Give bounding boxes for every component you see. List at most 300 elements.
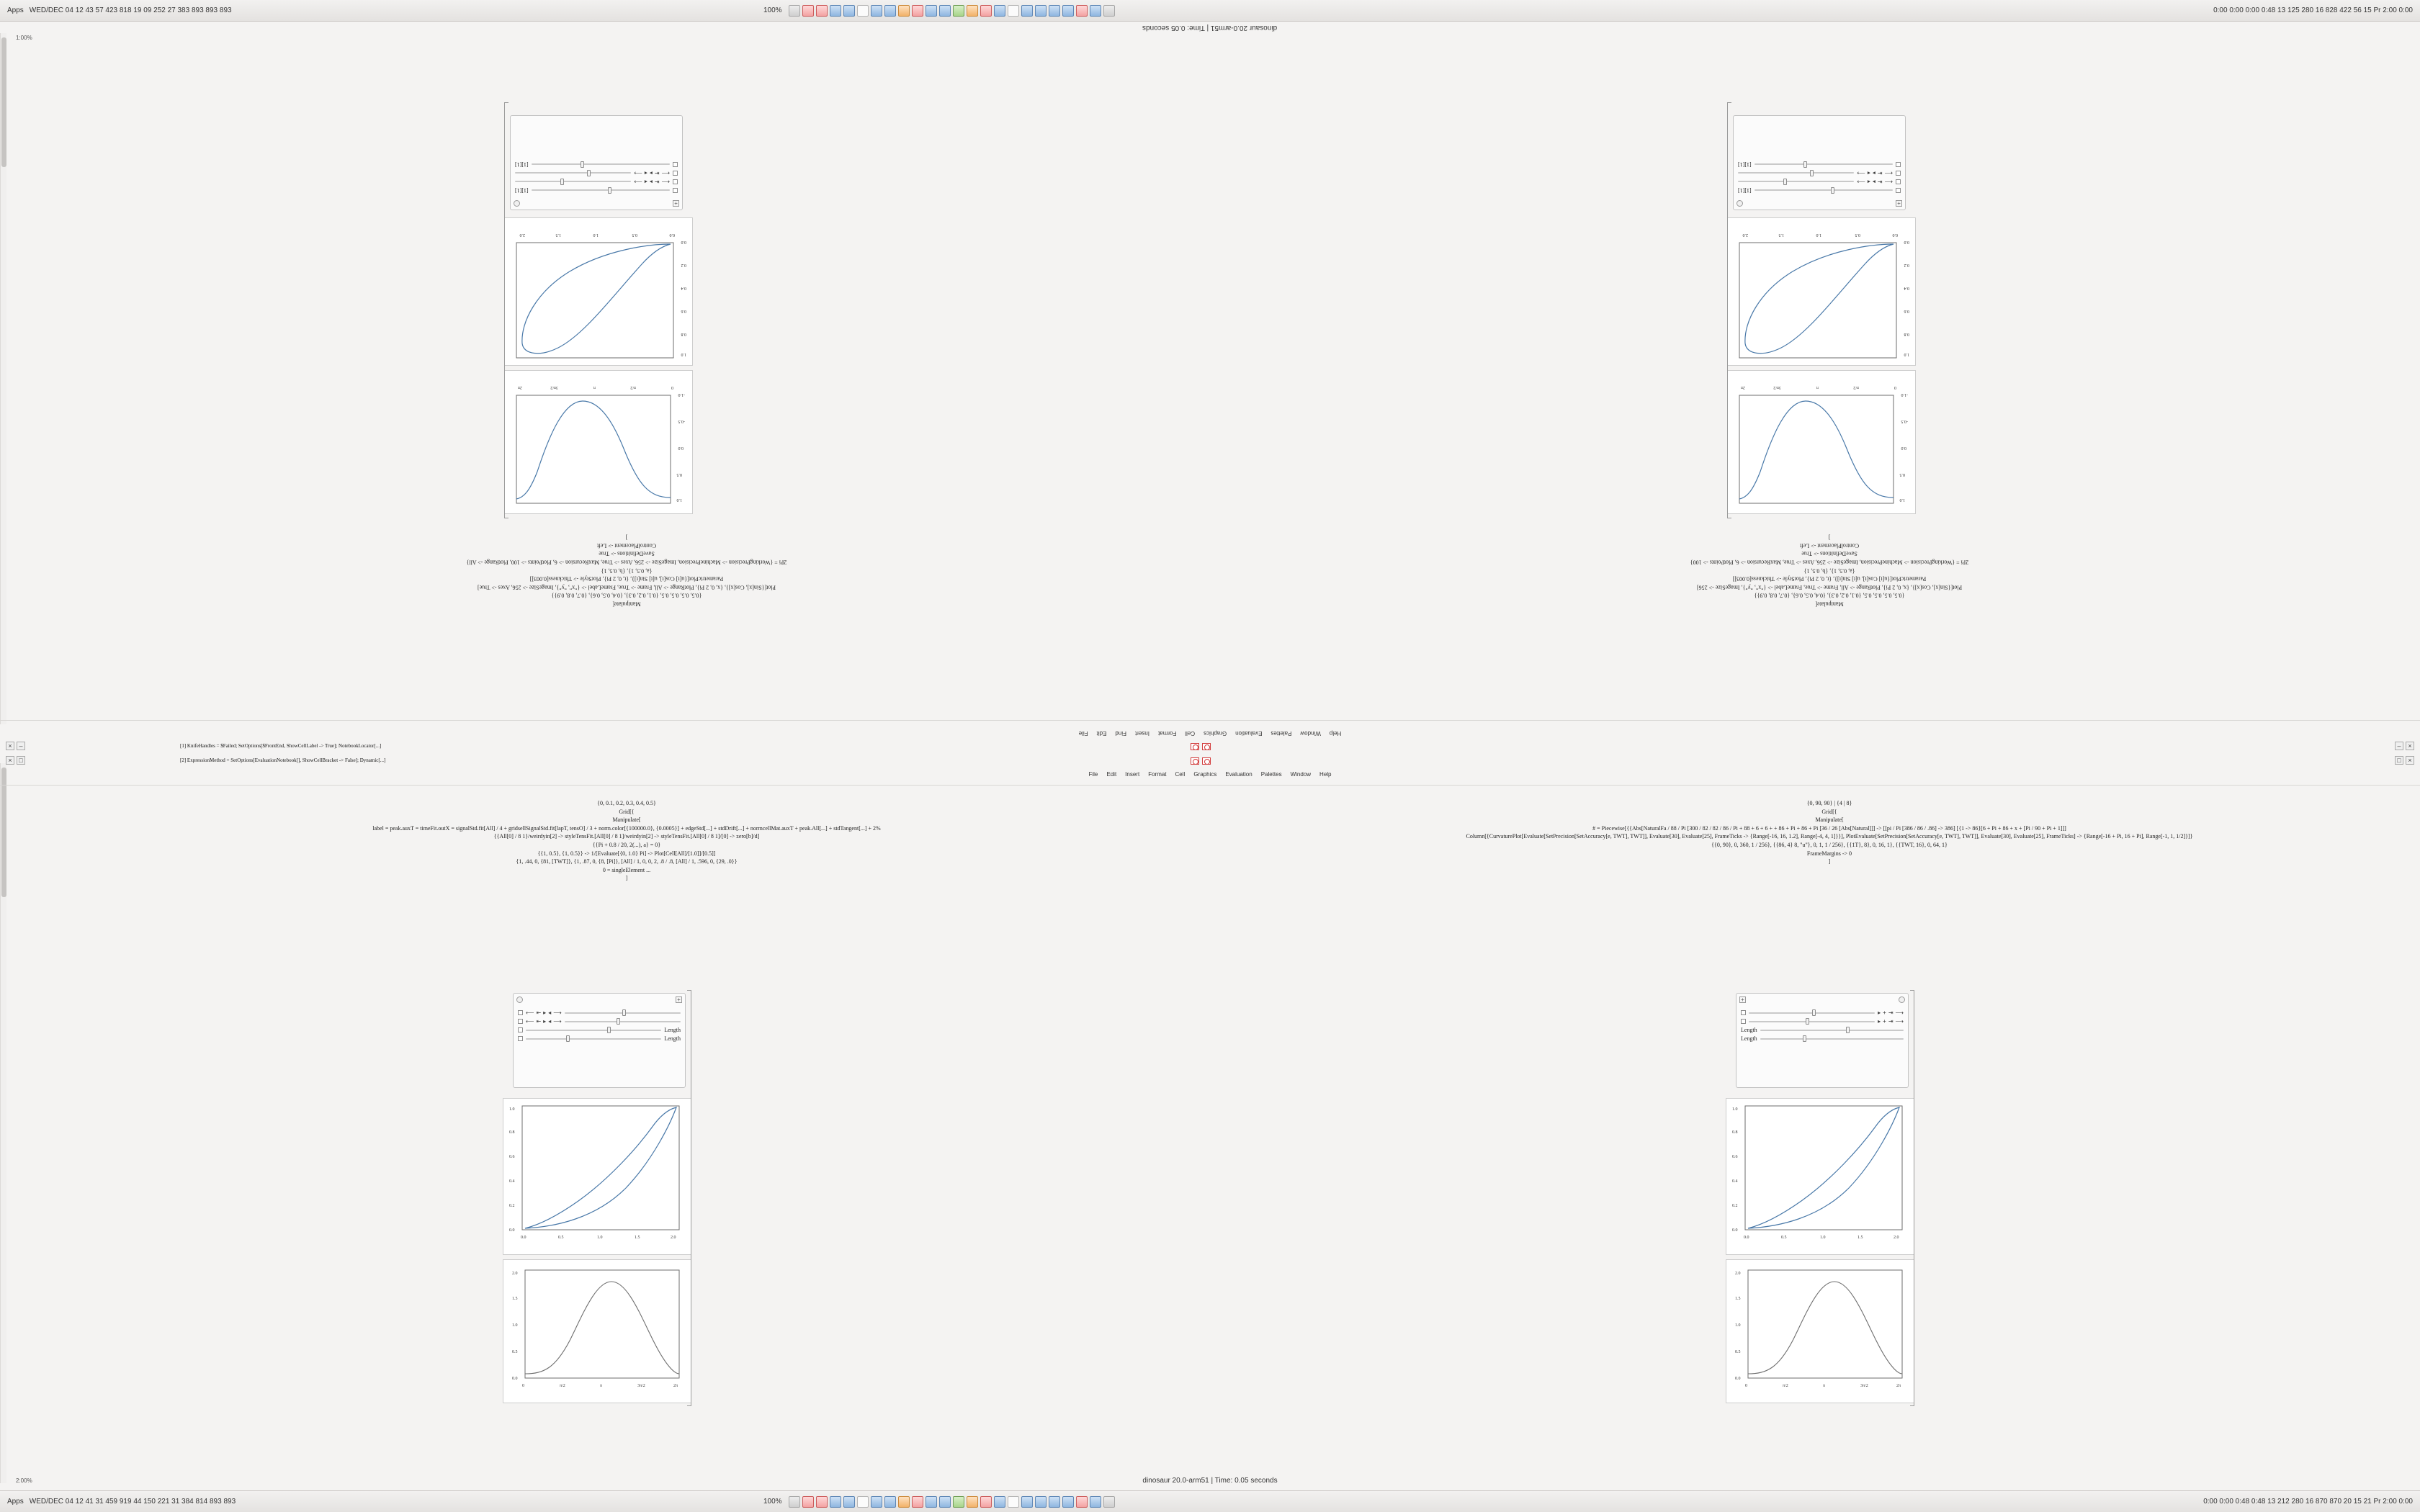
tl-code-7: SaveDefinitions -> True: [599, 550, 655, 557]
center-code-line-2-text: [2] ExpressionMethod = SetOptions[EvaluationNotebook[], ShowCellBracket -> False]; Dynamic[...]: [180, 757, 386, 763]
manipulate-toggle-1-tl[interactable]: [673, 188, 678, 193]
rewind-icon-2-tl[interactable]: ⇤: [654, 170, 660, 176]
tray-icon-blue-8[interactable]: [1021, 5, 1033, 17]
center-redbox-4[interactable]: [1201, 755, 1211, 768]
svg-text:0: 0: [671, 385, 673, 390]
tray-icon-red-5[interactable]: [1076, 5, 1088, 17]
menu-edit-rot[interactable]: Edit: [1096, 730, 1107, 737]
manipulate-plus-icon-tr[interactable]: +: [1896, 200, 1902, 207]
maximize-icon-right-2[interactable]: □: [2395, 756, 2403, 765]
svg-text:1.0: 1.0: [1735, 1323, 1741, 1328]
tray-icon-red-2[interactable]: [816, 5, 828, 17]
manipulate-slider-4-thumb-tl[interactable]: [581, 162, 584, 168]
plot-bottom-left-2: [503, 1259, 691, 1403]
notebook-bottom-right[interactable]: [1721, 990, 1920, 1436]
play-icon-2-br[interactable]: ⇥: [1888, 1018, 1894, 1025]
close-icon-right[interactable]: ×: [2406, 742, 2414, 750]
manipulate-panel-top-left[interactable]: [510, 115, 683, 210]
close-icon-left-2[interactable]: ×: [6, 756, 14, 765]
manipulate-slider-1-thumb-tl[interactable]: [608, 188, 611, 194]
svg-text:π: π: [600, 1384, 603, 1388]
manipulate-slider-1-bl[interactable]: [565, 1010, 681, 1016]
step-forward-icon-bl[interactable]: ⟶: [553, 1009, 562, 1016]
notebook-top-right[interactable]: [1721, 72, 1920, 518]
bottom-panel-clock: WED/DEC 04 12 41 31 459 919 44 150 221 31 384 814 893 893: [29, 1498, 236, 1506]
notebook-bottom-left[interactable]: [498, 990, 697, 1436]
pause-icon-tr[interactable]: ◂: [1867, 179, 1870, 185]
manipulate-playback-1-tr[interactable]: [1857, 179, 1893, 185]
tray2-icon-red-4[interactable]: [980, 1496, 992, 1508]
tray-icon-blue-12[interactable]: [1090, 5, 1101, 17]
manipulate-slider-4-tl[interactable]: [532, 162, 670, 168]
plot-top-right-2: [1727, 217, 1916, 366]
menu-find-rot[interactable]: Find: [1115, 730, 1126, 737]
manipulate-label-3-br: Length: [1741, 1027, 1757, 1033]
tray2-icon-orange-1[interactable]: [898, 1496, 910, 1508]
menu-evaluation[interactable]: Evaluation: [1225, 770, 1252, 778]
left-edge-zoom-top: 1:00%: [16, 35, 32, 41]
tray-icon-white-2[interactable]: [1008, 5, 1019, 17]
manipulate-toggle-1-tr[interactable]: [1896, 188, 1901, 193]
svg-text:2.0: 2.0: [1735, 1272, 1741, 1276]
tr-code-4: ParametricPlot[{u[t] Cos[t], u[t] Sin[t]}, {t, 0, 2 Pi}, PlotStyle -> Thickness[0.003]]: [1732, 575, 1927, 582]
manipulate-playback-1-bl[interactable]: [526, 1009, 562, 1016]
tray-icon-blue-1[interactable]: [830, 5, 841, 17]
manipulate-toggle-4-tr[interactable]: [1896, 162, 1901, 167]
center-redbox-1[interactable]: [1190, 740, 1200, 753]
svg-text:π/2: π/2: [1783, 1384, 1788, 1388]
svg-text:0.2: 0.2: [1904, 263, 1909, 267]
pause-icon-2-br[interactable]: ⟶: [1895, 1018, 1904, 1025]
manipulate-plus-icon-tl[interactable]: +: [673, 200, 679, 207]
step-back-icon-2-tr[interactable]: ⟵: [1884, 170, 1893, 176]
bottom-window-title: dinosaur 20.0-arm51 | Time: 0.05 seconds: [1142, 1476, 1278, 1485]
svg-text:0.0: 0.0: [1892, 233, 1898, 237]
manipulate-slider-2-track-tr: [1738, 181, 1854, 183]
manipulate-row-2-bl[interactable]: [518, 1018, 681, 1025]
step-back-icon-2-bl[interactable]: ⟵: [526, 1018, 534, 1025]
svg-text:2.0: 2.0: [519, 233, 525, 237]
manipulate-toggle-2-br[interactable]: [1741, 1019, 1746, 1024]
tray2-icon-grey-2[interactable]: [1103, 1496, 1115, 1508]
svg-text:0.5: 0.5: [1781, 1236, 1787, 1240]
manipulate-slider-4-bl[interactable]: [526, 1036, 661, 1042]
manipulate-slider-3-tl[interactable]: [515, 171, 631, 176]
manipulate-slider-2-tr[interactable]: [1738, 179, 1854, 185]
maximize-icon-left-2[interactable]: □: [17, 756, 25, 765]
manipulate-slider-1-tr[interactable]: [1754, 188, 1893, 194]
pause-icon-tl[interactable]: ◂: [644, 179, 647, 185]
pause-icon-2-tr[interactable]: ◂: [1867, 170, 1870, 176]
svg-text:0.5: 0.5: [1899, 472, 1905, 477]
svg-text:0.0: 0.0: [1744, 1236, 1749, 1240]
tray-icon-blue-5[interactable]: [926, 5, 937, 17]
svg-text:1.0: 1.0: [597, 1236, 603, 1240]
tray-icon-green-1[interactable]: [953, 5, 964, 17]
manipulate-row-3-bl[interactable]: [518, 1027, 681, 1033]
manipulate-toggle-2-bl[interactable]: [518, 1019, 523, 1024]
step-back-icon-tr[interactable]: ⟵: [1884, 179, 1893, 185]
manipulate-slider-1-track-tl: [532, 190, 670, 192]
menu-window[interactable]: Window: [1290, 770, 1312, 778]
center-window-controls-right-2[interactable]: [2395, 756, 2414, 765]
tray2-icon-red-5[interactable]: [1076, 1496, 1088, 1508]
svg-text:0.0: 0.0: [509, 1228, 515, 1233]
tray2-icon-green-1[interactable]: [953, 1496, 964, 1508]
svg-text:1.0: 1.0: [512, 1323, 518, 1328]
manipulate-gear-icon-br[interactable]: [1899, 996, 1905, 1003]
close-icon-left[interactable]: ×: [6, 742, 14, 750]
manipulate-slider-3-thumb-tl[interactable]: [587, 171, 591, 177]
menu-edit[interactable]: Edit: [1106, 770, 1117, 778]
minimize-icon-left[interactable]: –: [17, 742, 25, 750]
pause-icon-br[interactable]: ⟶: [1895, 1009, 1904, 1016]
pause-icon-bl[interactable]: ◂: [548, 1009, 552, 1016]
play-icon-bl[interactable]: ▸: [543, 1009, 547, 1016]
tray2-icon-blue-4[interactable]: [884, 1496, 896, 1508]
tr-code-8: ControlPlacement -> Left: [1799, 542, 1860, 549]
manipulate-toggle-3-tr[interactable]: [1896, 171, 1901, 176]
pause-icon-2-bl[interactable]: ◂: [548, 1018, 552, 1025]
manipulate-panel-bottom-left[interactable]: [513, 993, 686, 1088]
menu-graphics-rot[interactable]: Graphics: [1204, 730, 1227, 737]
tray-icon-blue-10[interactable]: [1049, 5, 1060, 17]
manipulate-label-3-bl: Length: [664, 1027, 681, 1033]
tray2-icon-blue-2[interactable]: [843, 1496, 855, 1508]
tray2-icon-blue-1[interactable]: [830, 1496, 841, 1508]
manipulate-slider-3-track-tr: [1738, 173, 1854, 174]
pause-icon-2-tl[interactable]: ◂: [644, 170, 647, 176]
br-code-6: {{0, 90}, 0, 360, 1 / 256}, {{86, 4} 8, "u"}, 0, 1, 1 / 256}, {{1T}, 8}, 0, 16, 1}, {{TWT, 16}, 0, 64, 1}: [1711, 841, 1948, 848]
manipulate-plus-icon-br[interactable]: +: [1739, 996, 1746, 1003]
manipulate-row-4-tl[interactable]: [515, 161, 678, 168]
tray-icon-red-3[interactable]: [912, 5, 923, 17]
tray-icon-orange-1[interactable]: [898, 5, 910, 17]
manipulate-slider-2-thumb-tl[interactable]: [560, 179, 564, 186]
tray-icon-blue-11[interactable]: [1062, 5, 1074, 17]
close-icon-right-2[interactable]: ×: [2406, 756, 2414, 765]
manipulate-slider-2-bl[interactable]: [565, 1019, 681, 1025]
step-back-icon-2-br[interactable]: ▸: [1878, 1018, 1881, 1025]
menu-cell-rot[interactable]: Cell: [1185, 730, 1196, 737]
center-menubar[interactable]: [951, 769, 1469, 779]
manipulate-playback-2-bl[interactable]: [526, 1018, 562, 1025]
menu-evaluation-rot[interactable]: Evaluation: [1235, 730, 1263, 737]
manipulate-slider-4-tr[interactable]: [1754, 162, 1893, 168]
rewind-icon-br[interactable]: +: [1883, 1009, 1886, 1016]
svg-text:1.0: 1.0: [593, 233, 599, 237]
code-block-bottom-left[interactable]: [86, 799, 1167, 883]
manipulate-slider-3-thumb-bl[interactable]: [607, 1027, 611, 1033]
manipulate-row-4-tr[interactable]: [1738, 161, 1901, 168]
tl-code-3: Plot[{Sin[x], Cos[x]}, {x, 0, 2 Pi}, PlotRange -> All, Frame -> True, FrameLabel -> {"x", "y"}, ImageSize -> 256, Axes -> True]: [478, 584, 776, 591]
tray-icon-white-1[interactable]: [857, 5, 869, 17]
manipulate-slider-1-thumb-tr[interactable]: [1831, 188, 1834, 194]
tray2-icon-blue-9[interactable]: [1035, 1496, 1047, 1508]
svg-text:0.6: 0.6: [1904, 309, 1909, 313]
manipulate-slider-1-thumb-br[interactable]: [1812, 1009, 1816, 1016]
center-window-controls-left[interactable]: [6, 742, 25, 750]
svg-text:2π: 2π: [673, 1384, 678, 1388]
svg-text:0.5: 0.5: [1855, 233, 1860, 237]
bl-code-10: ]: [625, 875, 628, 882]
tray2-icon-blue-8[interactable]: [1021, 1496, 1033, 1508]
center-redbox-2[interactable]: [1201, 740, 1211, 753]
manipulate-toggle-1-bl[interactable]: [518, 1010, 523, 1015]
tray-icon-blue-2[interactable]: [843, 5, 855, 17]
center-menubar-rotated[interactable]: [951, 729, 1469, 739]
manipulate-toggle-3-bl[interactable]: [518, 1027, 523, 1032]
play-icon-br[interactable]: ⇥: [1888, 1009, 1894, 1016]
manipulate-slider-4-thumb-tr[interactable]: [1803, 162, 1807, 168]
step-back-icon-2-tl[interactable]: ⟵: [661, 170, 670, 176]
manipulate-row-2-tr[interactable]: [1738, 179, 1901, 185]
left-scrollbar-bottom-thumb[interactable]: [1, 768, 6, 897]
manipulate-slider-3-bl[interactable]: [526, 1027, 661, 1033]
manipulate-slider-2-br[interactable]: [1749, 1019, 1875, 1025]
plot-top-left-1: [504, 370, 693, 514]
manipulate-slider-2-thumb-tr[interactable]: [1783, 179, 1787, 186]
svg-text:1.0: 1.0: [1820, 1236, 1826, 1240]
cell-bracket-top-right[interactable]: [1727, 102, 1731, 518]
br-code-8: ]: [1828, 858, 1831, 865]
rewind-icon-tr[interactable]: ⇤: [1877, 179, 1883, 185]
minimize-icon-right[interactable]: –: [2395, 742, 2403, 750]
tray2-icon-blue-5[interactable]: [926, 1496, 937, 1508]
play-icon-2-bl[interactable]: ▸: [543, 1018, 547, 1025]
left-scrollbar-top-thumb[interactable]: [1, 37, 6, 167]
step-back-icon-bl[interactable]: ⟵: [526, 1009, 534, 1016]
manipulate-playback-2-tl[interactable]: [634, 170, 670, 176]
manipulate-row-1-br[interactable]: [1741, 1009, 1904, 1016]
manipulate-row-4-br[interactable]: [1741, 1035, 1904, 1042]
code-block-top-right[interactable]: [1268, 533, 2391, 608]
manipulate-panel-top-right[interactable]: [1733, 115, 1906, 210]
center-code-line-2[interactable]: [180, 757, 385, 763]
svg-text:1.5: 1.5: [1778, 233, 1784, 237]
rewind-icon-2-br[interactable]: +: [1883, 1018, 1886, 1025]
tray2-icon-blue-3[interactable]: [871, 1496, 882, 1508]
manipulate-row-2-br[interactable]: [1741, 1018, 1904, 1025]
manipulate-slider-2-tl[interactable]: [515, 179, 631, 185]
svg-text:0.0: 0.0: [1732, 1228, 1738, 1233]
tray-icon-blue-6[interactable]: [939, 5, 951, 17]
play-icon-2-tr[interactable]: ▸: [1872, 170, 1876, 176]
menu-insert-rot[interactable]: Insert: [1134, 730, 1150, 737]
play-icon-tr[interactable]: ▸: [1872, 179, 1876, 185]
plot-top-left-2: [504, 217, 693, 366]
play-icon-2-tl[interactable]: ▸: [649, 170, 653, 176]
manipulate-slider-1-track-tr: [1754, 190, 1893, 192]
tray-icon-grey[interactable]: [789, 5, 800, 17]
step-forward-icon-2-tr[interactable]: ⟶: [1857, 170, 1865, 176]
tray-icon-blue-3[interactable]: [871, 5, 882, 17]
manipulate-plus-icon-bl[interactable]: +: [676, 996, 682, 1003]
step-forward-icon-2-bl[interactable]: ⟶: [553, 1018, 562, 1025]
svg-text:0.6: 0.6: [681, 309, 686, 313]
left-scrollbar-top[interactable]: [0, 33, 6, 724]
rewind-icon-2-bl[interactable]: ⇤: [536, 1018, 542, 1025]
manipulate-playback-2-tr[interactable]: [1857, 170, 1893, 176]
manipulate-slider-4-br[interactable]: [1760, 1036, 1904, 1042]
manipulate-slider-4-track-tr: [1754, 164, 1893, 166]
left-edge-zoom-bottom: 2:00%: [16, 1477, 32, 1484]
manipulate-panel-bottom-right[interactable]: [1736, 993, 1909, 1088]
menu-cell[interactable]: Cell: [1175, 770, 1186, 778]
manipulate-row-3-tl[interactable]: [515, 170, 678, 176]
tray-icon-blue-9[interactable]: [1035, 5, 1047, 17]
step-back-icon-br[interactable]: ▸: [1878, 1009, 1881, 1016]
manipulate-row-4-bl[interactable]: [518, 1035, 681, 1042]
manipulate-slider-3-track-bl: [526, 1030, 661, 1031]
menu-format[interactable]: Format: [1148, 770, 1167, 778]
br-code-1: {0, 90, 90} | {4 | 8}: [1806, 800, 1852, 806]
code-block-bottom-right[interactable]: [1268, 799, 2391, 866]
notebook-top-left[interactable]: [498, 72, 697, 518]
svg-text:0: 0: [522, 1384, 524, 1388]
manipulate-slider-2-track-br: [1749, 1021, 1875, 1022]
bottom-panel-apps-menu[interactable]: Apps: [7, 1498, 24, 1506]
bl-code-9: 0 = singleElement ...: [602, 866, 651, 873]
svg-text:1.0: 1.0: [676, 498, 682, 502]
tray-icon-orange-2[interactable]: [967, 5, 978, 17]
menu-palettes-rot[interactable]: Palettes: [1270, 730, 1292, 737]
manipulate-slider-1-br[interactable]: [1749, 1010, 1875, 1016]
manipulate-playback-1-br[interactable]: [1878, 1009, 1904, 1016]
rewind-icon-2-tr[interactable]: ⇤: [1877, 170, 1883, 176]
cell-bracket-bottom-left[interactable]: [687, 990, 691, 1406]
plot-top-right-2-svg: [1726, 217, 1915, 365]
left-scrollbar-bottom[interactable]: [0, 763, 6, 1483]
menu-help-rot[interactable]: Help: [1329, 730, 1342, 737]
menu-file[interactable]: File: [1088, 770, 1098, 778]
manipulate-row-1-tl[interactable]: [515, 187, 678, 194]
manipulate-row-1-bl[interactable]: [518, 1009, 681, 1016]
manipulate-slider-1-thumb-bl[interactable]: [622, 1009, 626, 1016]
tray2-icon-blue-6[interactable]: [939, 1496, 951, 1508]
manipulate-row-1-tr[interactable]: [1738, 187, 1901, 194]
bl-code-1: {0, 0.1, 0.2, 0.3, 0.4, 0.5}: [597, 800, 656, 806]
svg-text:0.0: 0.0: [669, 233, 675, 237]
tr-code-1: Manipulate[: [1815, 600, 1844, 608]
manipulate-toggle-3-tl[interactable]: [673, 171, 678, 176]
tray2-icon-blue-12[interactable]: [1090, 1496, 1101, 1508]
tray2-icon-grey[interactable]: [789, 1496, 800, 1508]
tr-code-2: {0.5, 0.5, 0.5, 0.5, {0.1, 0.2, 0.3}, {0.4, 0.5, 0.6}, {0.7, 0.8, 0.9}}: [1754, 592, 1905, 599]
top-panel-right: [2213, 6, 2420, 14]
manipulate-slider-2-thumb-br[interactable]: [1806, 1018, 1809, 1025]
center-window-controls-right[interactable]: [2395, 742, 2414, 750]
manipulate-slider-3-br[interactable]: [1760, 1027, 1904, 1033]
manipulate-toggle-2-tl[interactable]: [673, 179, 678, 184]
manipulate-slider-3-thumb-br[interactable]: [1846, 1027, 1850, 1033]
svg-text:0.5: 0.5: [512, 1350, 518, 1354]
manipulate-toggle-1-br[interactable]: [1741, 1010, 1746, 1015]
svg-text:0.8: 0.8: [1732, 1130, 1738, 1135]
tray-icon-grey-2[interactable]: [1103, 5, 1115, 17]
manipulate-slider-4-thumb-bl[interactable]: [566, 1035, 570, 1042]
manipulate-gear-icon-tl[interactable]: [514, 200, 520, 207]
manipulate-toggle-4-bl[interactable]: [518, 1036, 523, 1041]
menu-help[interactable]: Help: [1319, 770, 1332, 778]
manipulate-slider-4-thumb-br[interactable]: [1803, 1035, 1806, 1042]
svg-text:1.0: 1.0: [1732, 1107, 1738, 1112]
manipulate-playback-1-tl[interactable]: [634, 179, 670, 185]
svg-text:3π/2: 3π/2: [637, 1384, 645, 1388]
tray2-icon-red-1[interactable]: [802, 1496, 814, 1508]
svg-text:0.5: 0.5: [558, 1236, 564, 1240]
manipulate-slider-3-track-br: [1760, 1030, 1904, 1031]
svg-text:0.4: 0.4: [509, 1179, 515, 1184]
tray2-icon-red-3[interactable]: [912, 1496, 923, 1508]
manipulate-row-3-br[interactable]: [1741, 1027, 1904, 1033]
bottom-desktop-panel: [0, 1490, 2420, 1512]
manipulate-playback-2-br[interactable]: [1878, 1018, 1904, 1025]
manipulate-toggle-2-tr[interactable]: [1896, 179, 1901, 184]
step-forward-icon-2-tl[interactable]: ⟶: [634, 170, 642, 176]
center-code-line-1-text: [1] KnifeHandles = $Failed; SetOptions[$FrontEnd, ShowCellLabel -> True]; NotebookLocator[...]: [180, 743, 382, 749]
cell-bracket-bottom-right[interactable]: [1910, 990, 1914, 1406]
play-icon-tl[interactable]: ▸: [649, 179, 653, 185]
tray2-icon-blue-10[interactable]: [1049, 1496, 1060, 1508]
rewind-icon-bl[interactable]: ⇤: [536, 1009, 542, 1016]
menu-window-rot[interactable]: Window: [1300, 730, 1321, 737]
bl-code-2: Grid[{: [619, 808, 635, 815]
step-back-icon-tl[interactable]: ⟵: [661, 179, 670, 185]
code-block-top-left[interactable]: [86, 533, 1167, 608]
svg-text:0: 0: [1894, 385, 1896, 390]
step-forward-icon-tl[interactable]: ⟶: [634, 179, 642, 185]
manipulate-row-3-tr[interactable]: [1738, 170, 1901, 176]
manipulate-label-4-tr: [1][1]: [1738, 161, 1752, 168]
manipulate-toggle-4-tl[interactable]: [673, 162, 678, 167]
tray-icon-blue-4[interactable]: [884, 5, 896, 17]
tray2-icon-white-2[interactable]: [1008, 1496, 1019, 1508]
svg-text:2.0: 2.0: [512, 1272, 518, 1276]
menu-graphics[interactable]: Graphics: [1193, 770, 1217, 778]
menu-format-rot[interactable]: Format: [1157, 730, 1177, 737]
step-forward-icon-tr[interactable]: ⟶: [1857, 179, 1865, 185]
manipulate-row-2-tl[interactable]: [515, 179, 678, 185]
tray2-icon-white-1[interactable]: [857, 1496, 869, 1508]
rewind-icon-tl[interactable]: ⇤: [654, 179, 660, 185]
tray2-icon-orange-2[interactable]: [967, 1496, 978, 1508]
menu-palettes[interactable]: Palettes: [1260, 770, 1282, 778]
tray2-icon-blue-7[interactable]: [994, 1496, 1005, 1508]
tray-icon-red-4[interactable]: [980, 5, 992, 17]
center-code-line-1[interactable]: [180, 743, 381, 749]
tray2-icon-red-2[interactable]: [816, 1496, 828, 1508]
tray-icon-blue-7[interactable]: [994, 5, 1005, 17]
manipulate-slider-2-thumb-bl[interactable]: [617, 1018, 620, 1025]
menu-insert[interactable]: Insert: [1125, 770, 1140, 778]
manipulate-slider-3-tr[interactable]: [1738, 171, 1854, 176]
svg-text:0.4: 0.4: [1732, 1179, 1738, 1184]
manipulate-gear-icon-tr[interactable]: [1736, 200, 1743, 207]
top-panel-apps-menu[interactable]: Apps: [7, 6, 24, 14]
center-redbox-3[interactable]: [1190, 755, 1200, 768]
br-code-5: Column[{CurvaturePlot[Evaluate[SetPrecision[SetAccuracy[e, TWT], TWT]], Evaluate[30], Evaluate[25], FrameTicks -> {Range[-16, 16, 1.2], Range[-4, 4, 1]}}], PlotEvaluate[SetPrecision[SetAccuracy[e, TWT], TWT]], Evaluate[30], Evaluate[25], FrameTicks] -> {Range[-16 + Pi, 16 + Pi], Range[-1, 1, 1/2]}]}: [1466, 833, 2193, 840]
tray2-icon-blue-11[interactable]: [1062, 1496, 1074, 1508]
center-window-controls-left-2[interactable]: [6, 756, 25, 765]
manipulate-gear-icon-bl[interactable]: [516, 996, 523, 1003]
plot-top-left-2-svg: [503, 217, 692, 365]
cell-bracket-top-left[interactable]: [504, 102, 508, 518]
tray-icon-red-1[interactable]: [802, 5, 814, 17]
menu-file-rot[interactable]: File: [1078, 730, 1088, 737]
manipulate-slider-1-tl[interactable]: [532, 188, 670, 194]
manipulate-slider-3-thumb-tr[interactable]: [1810, 171, 1814, 177]
